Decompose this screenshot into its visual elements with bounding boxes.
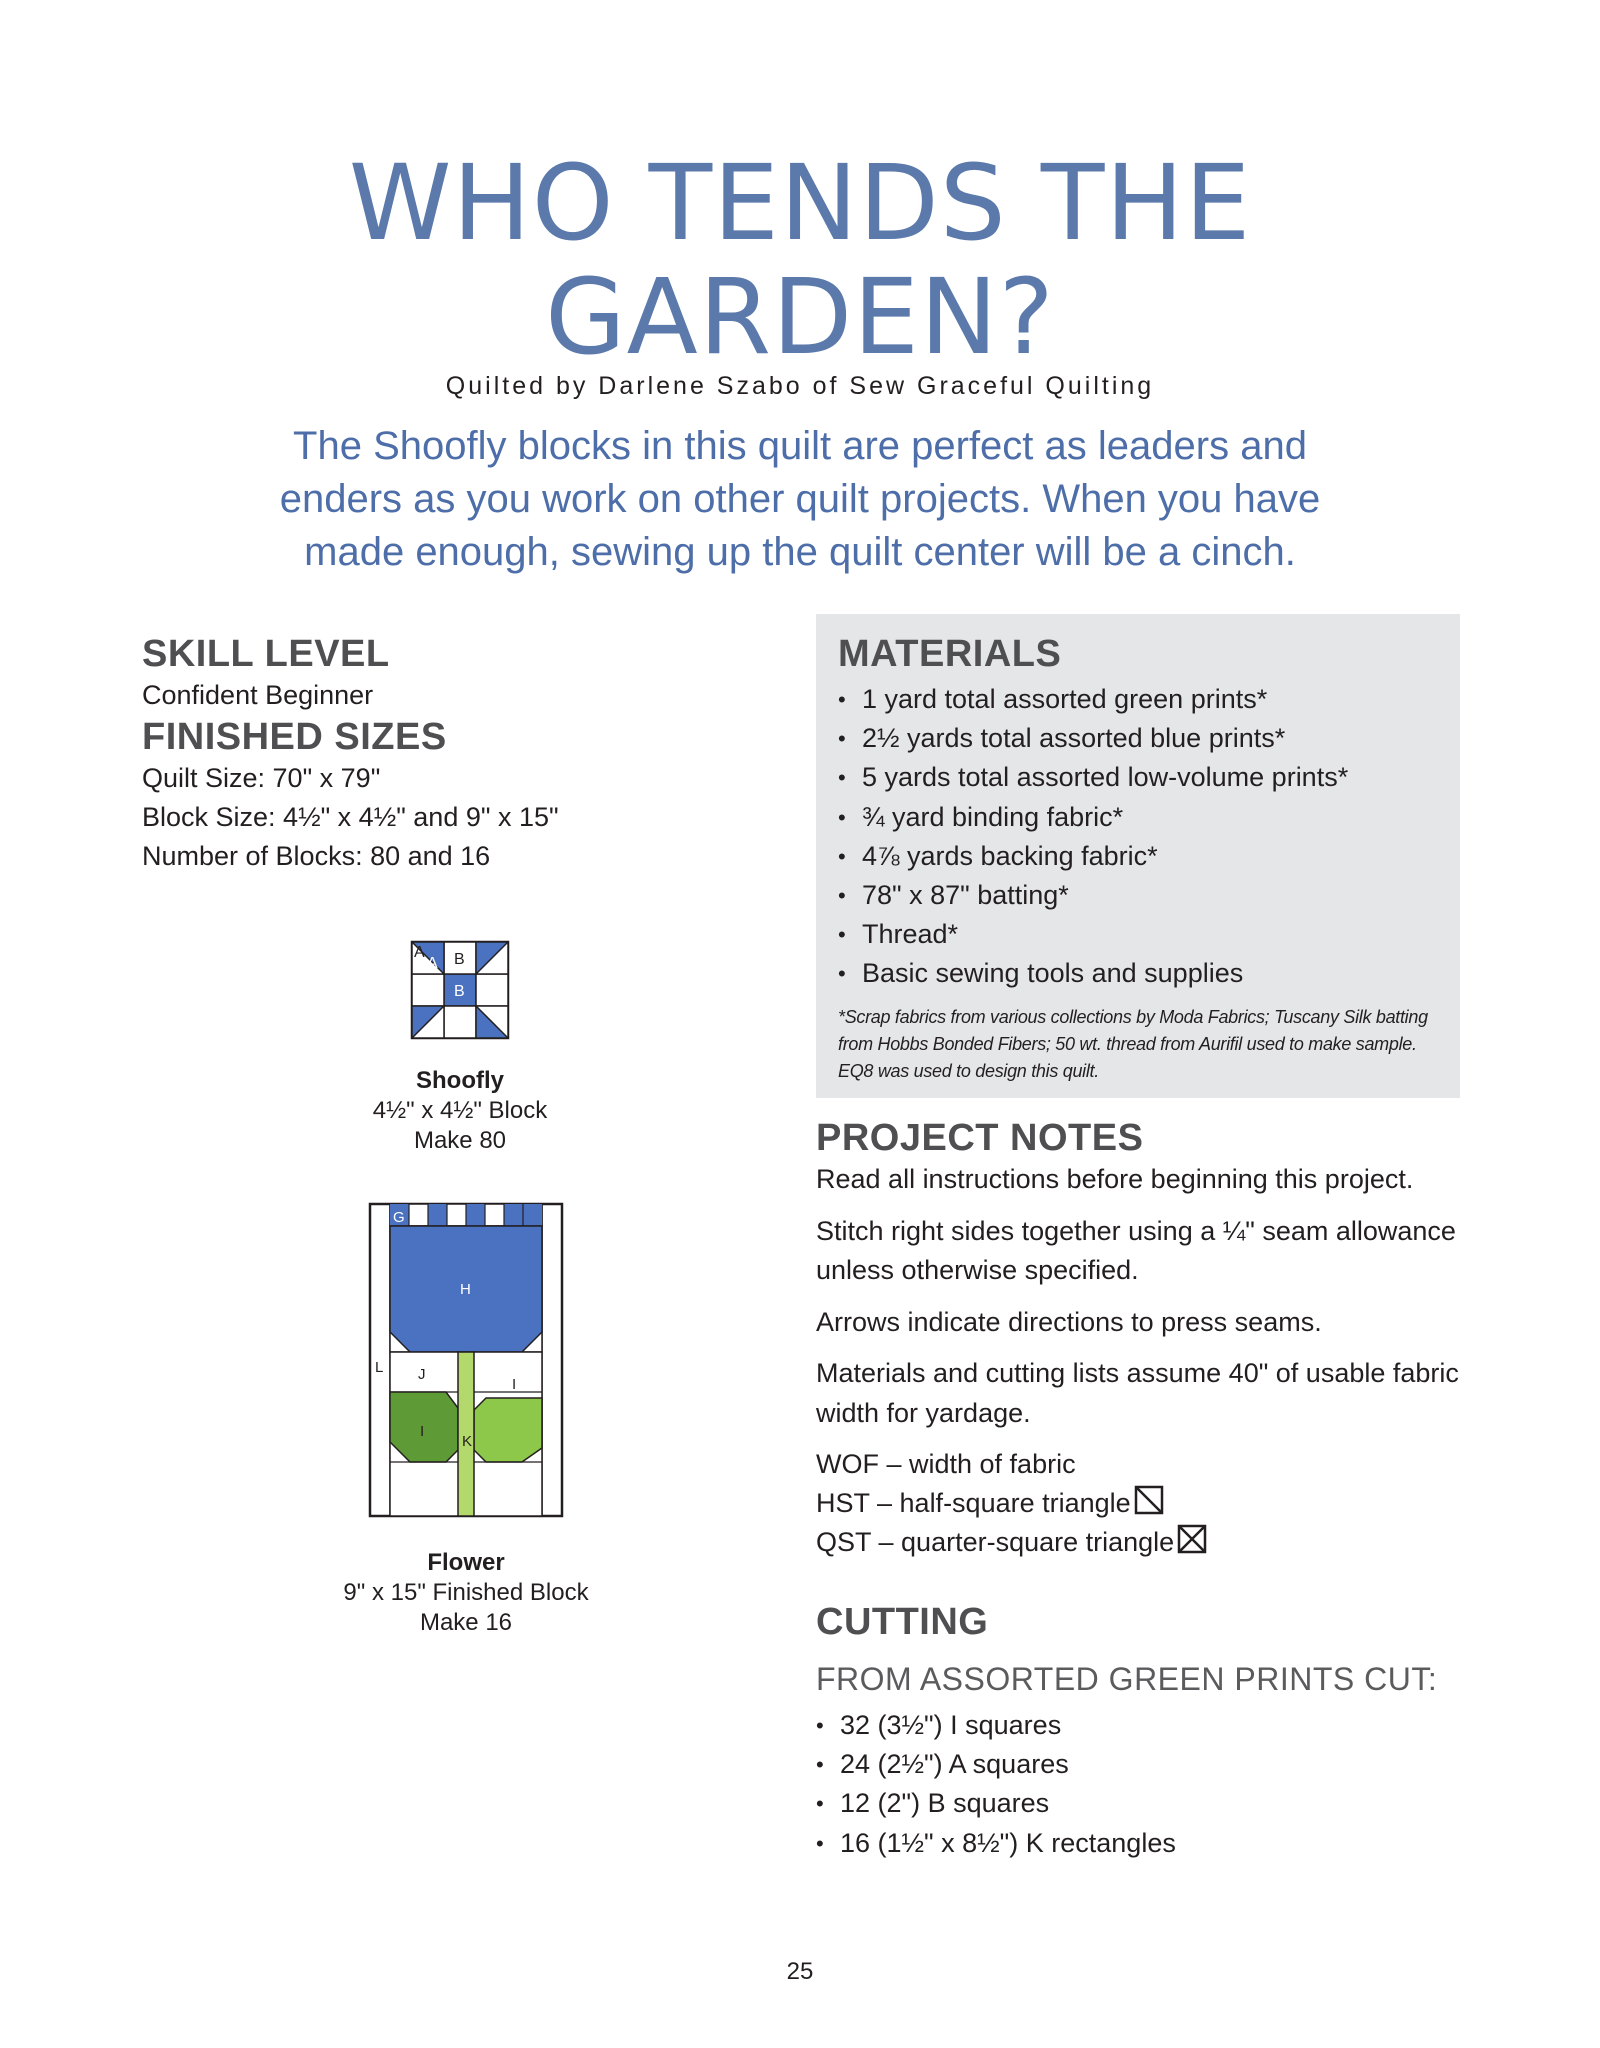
intro-line: enders as you work on other quilt projects. When you have xyxy=(279,477,1321,521)
footnote-line: from Hobbs Bonded Fibers; 50 wt. thread from Aurifil used to make sample. xyxy=(838,1033,1417,1054)
shoofly-caption xyxy=(330,1066,590,1156)
materials-footnote xyxy=(838,1004,1438,1085)
skill-level-value: Confident Beginner xyxy=(142,680,374,710)
flower-block-diagram xyxy=(366,1200,566,1520)
shoofly-block-diagram xyxy=(410,940,510,1040)
list-item: • ¾ yard binding fabric* xyxy=(838,798,1438,837)
shoofly-label-b: B xyxy=(454,983,465,1000)
finished-sizes-heading: FINISHED SIZES xyxy=(142,716,447,758)
skill-level-heading: SKILL LEVEL xyxy=(142,633,390,675)
list-item: • 5 yards total assorted low-volume prints* xyxy=(838,758,1438,797)
cutting-subheading: FROM ASSORTED GREEN PRINTS CUT: xyxy=(816,1661,1438,1697)
list-item: • Basic sewing tools and supplies xyxy=(838,954,1438,993)
byline: Quilted by Darlene Szabo of Sew Graceful Quilting xyxy=(445,372,1155,400)
list-item: • 12 (2") B squares xyxy=(816,1784,1476,1823)
list-item: • 24 (2½") A squares xyxy=(816,1745,1476,1784)
shoofly-make: Make 80 xyxy=(413,1127,507,1154)
list-item: • Thread* xyxy=(838,915,1438,954)
abbr-hst xyxy=(816,1484,1476,1523)
cutting-section xyxy=(816,1600,1476,1863)
project-notes-heading: PROJECT NOTES xyxy=(816,1117,1144,1159)
block-size: Block Size: 4½" x 4½" and 9" x 15" xyxy=(142,802,559,832)
title-line-1: WHO TENDS THE xyxy=(348,142,1252,264)
page-number: 25 xyxy=(786,1958,814,1985)
intro-line: The Shoofly blocks in this quilt are perfect as leaders and xyxy=(293,424,1307,468)
half-square-triangle-icon xyxy=(1134,1485,1164,1515)
materials-box xyxy=(816,614,1460,1098)
abbr-qst xyxy=(816,1523,1476,1562)
cutting-heading: CUTTING xyxy=(816,1601,989,1643)
project-notes xyxy=(816,1116,1476,1562)
quilt-size: Quilt Size: 70" x 79" xyxy=(142,763,381,793)
list-item: • 16 (1½" x 8½") K rectangles xyxy=(816,1824,1476,1863)
flower-label-k: K xyxy=(462,1433,473,1450)
footnote-line: EQ8 was used to design this quilt. xyxy=(838,1060,1099,1081)
flower-label-l: L xyxy=(375,1359,384,1376)
list-item: • 4⅞ yards backing fabric* xyxy=(838,837,1438,876)
page-title xyxy=(0,142,1600,378)
note-paragraph: Materials and cutting lists assume 40" of usable fabric width for yardage. xyxy=(816,1358,1459,1428)
flower-label-i: I xyxy=(512,1376,517,1393)
flower-label-i: I xyxy=(420,1423,425,1440)
list-item: • 32 (3½") I squares xyxy=(816,1706,1476,1745)
flower-name: Flower xyxy=(427,1549,505,1576)
list-item: • 2½ yards total assorted blue prints* xyxy=(838,719,1438,758)
list-item: • 78" x 87" batting* xyxy=(838,876,1438,915)
flower-caption xyxy=(306,1548,626,1638)
flower-size: 9" x 15" Finished Block xyxy=(343,1579,589,1606)
abbr-wof: WOF – width of fabric xyxy=(816,1449,1076,1479)
left-column xyxy=(142,632,782,876)
flower-label-h: H xyxy=(460,1281,471,1298)
shoofly-label-a: A xyxy=(427,955,438,972)
flower-make: Make 16 xyxy=(419,1609,513,1636)
shoofly-name: Shoofly xyxy=(416,1067,504,1094)
abbr-qst-text: QST – quarter-square triangle xyxy=(816,1527,1175,1557)
materials-list xyxy=(838,680,1438,994)
number-of-blocks: Number of Blocks: 80 and 16 xyxy=(142,841,491,871)
materials-heading: MATERIALS xyxy=(838,633,1062,675)
intro-paragraph xyxy=(250,420,1350,579)
title-line-2: GARDEN? xyxy=(545,256,1055,378)
note-paragraph: Read all instructions before beginning this project. xyxy=(816,1164,1414,1194)
note-paragraph: Stitch right sides together using a ¼" seam allowance unless otherwise specified. xyxy=(816,1215,1456,1285)
intro-line: made enough, sewing up the quilt center will be a cinch. xyxy=(304,530,1296,574)
footnote-line: *Scrap fabrics from various collections by Moda Fabrics; Tuscany Silk batting xyxy=(838,1006,1428,1027)
list-item: • 1 yard total assorted green prints* xyxy=(838,680,1438,719)
flower-label-j: J xyxy=(418,1366,426,1383)
cutting-list xyxy=(816,1706,1476,1863)
quarter-square-triangle-icon xyxy=(1177,1524,1207,1554)
flower-label-g: G xyxy=(393,1209,405,1226)
abbr-hst-text: HST – half-square triangle xyxy=(816,1488,1131,1518)
shoofly-size: 4½" x 4½" Block xyxy=(372,1097,548,1124)
shoofly-label-b: B xyxy=(454,951,465,968)
note-paragraph: Arrows indicate directions to press seams. xyxy=(816,1306,1322,1337)
shoofly-label-a: A xyxy=(414,944,425,961)
